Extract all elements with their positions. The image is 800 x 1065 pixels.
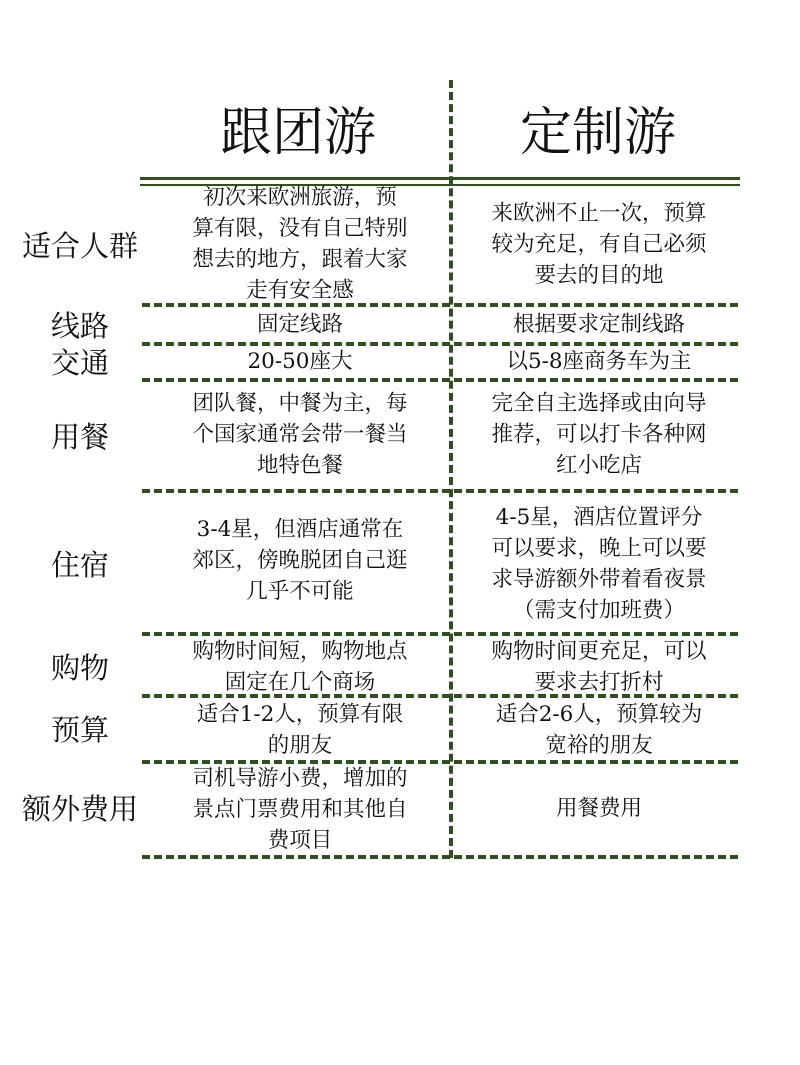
cell-custom-transport: 以5-8座商务车为主 — [506, 349, 692, 374]
row-label-dining: 用餐 — [50, 420, 109, 454]
header-group-tour: 跟团游 — [219, 103, 376, 163]
cell-custom-shopping: 购物时间更充足，可以 要求去打折村 — [491, 639, 707, 695]
cell-custom-extra-costs: 用餐费用 — [555, 795, 642, 821]
cell-custom-budget: 适合2-6人，预算较为 宽裕的朋友 — [495, 702, 703, 758]
row-label-transport: 交通 — [50, 346, 109, 380]
row-label-budget: 预算 — [50, 713, 109, 747]
cell-group-dining: 团队餐，中餐为主，每 个国家通常会带一餐当 地特色餐 — [192, 390, 408, 478]
cell-group-budget: 适合1-2人，预算有限 的朋友 — [196, 702, 404, 758]
cell-custom-lodging: 4-5星，酒店位置评分 可以要求，晚上可以要 求导游额外带着看夜景 （需支付加班费） — [491, 505, 707, 623]
row-label-extra-costs: 额外费用 — [21, 792, 138, 826]
row-label-audience: 适合人群 — [21, 229, 138, 263]
cell-group-route: 固定线路 — [256, 311, 343, 337]
cell-custom-dining: 完全自主选择或由向导 推荐，可以打卡各种网 红小吃店 — [491, 390, 707, 478]
row-divider — [142, 489, 738, 493]
cell-group-lodging: 3-4星，但酒店通常在 郊区，傍晚脱团自己逛 几乎不可能 — [192, 516, 408, 604]
row-label-lodging: 住宿 — [50, 548, 109, 582]
header-custom-tour: 定制游 — [519, 103, 676, 163]
cell-custom-audience: 来欧洲不止一次，预算 较为充足，有自己必须 要去的目的地 — [491, 200, 707, 288]
row-divider — [142, 378, 738, 382]
cell-group-transport: 20-50座大 — [247, 349, 353, 374]
cell-custom-route: 根据要求定制线路 — [512, 311, 685, 337]
row-label-route: 线路 — [50, 309, 109, 343]
column-divider — [449, 80, 453, 858]
cell-group-extra-costs: 司机导游小费，增加的 景点门票费用和其他自 费项目 — [192, 765, 408, 853]
row-label-shopping: 购物 — [50, 651, 109, 685]
cell-group-shopping: 购物时间短，购物地点 固定在几个商场 — [192, 639, 408, 695]
cell-group-audience: 初次来欧洲旅游，预 算有限，没有自己特别 想去的地方，跟着大家 走有安全感 — [192, 185, 408, 303]
header-rule-top — [140, 177, 740, 180]
